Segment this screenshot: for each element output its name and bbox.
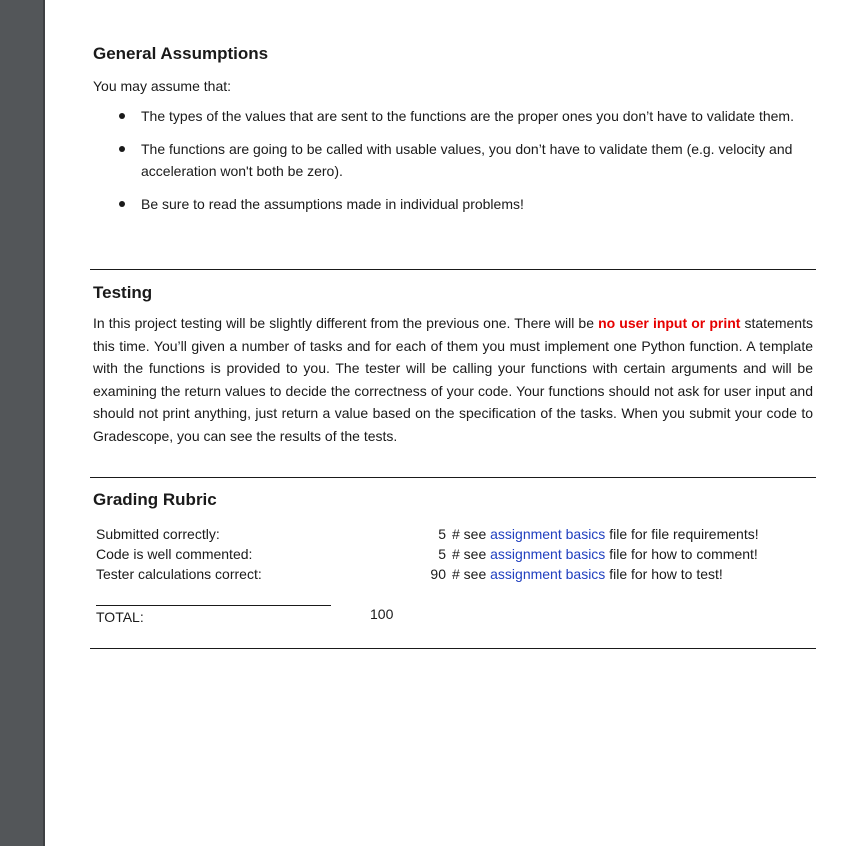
assignment-basics-link[interactable]: assignment basics [490,546,606,562]
rubric-label: Tester calculations correct: [96,566,262,582]
assumptions-list [115,105,815,215]
assumption-item [115,193,815,216]
rubric-row [96,544,796,564]
assumption-item [115,138,815,183]
testing-paragraph [93,312,813,448]
rubric-points: 5 [438,546,446,562]
section-divider [90,477,816,478]
total-value: 100 [370,606,394,622]
rubric-note-suffix: file for how to test! [605,566,723,582]
assignment-basics-link[interactable]: assignment basics [490,566,606,582]
document-page [45,0,859,846]
section-divider [90,648,816,649]
rubric-points: 90 [430,566,446,582]
testing-heading: Testing [93,283,153,302]
assumptions-heading: General Assumptions [93,44,269,63]
rubric-heading: Grading Rubric [93,490,217,509]
viewer-sidebar-strip [0,0,45,846]
rubric-row [96,524,796,544]
testing-text-after: statements this time. You’ll given a number of tasks and for each of them you must implement one Python function. A template with the functions is provided to you. The tester will be calling your functions with certain arguments and will be examining the return values to decide the correctness of your code. Your functions should not ask for user input and should not print anything, just return a value based on the specification of the tasks. When you submit your code to Gradescope, you can see the results of the tests. [93,315,813,444]
total-underline [96,605,331,606]
rubric-note [452,564,723,584]
rubric-label: Code is well commented: [96,546,253,562]
rubric-points: 5 [438,526,446,542]
rubric-note [452,544,758,564]
bullet-icon [119,146,125,152]
rubric-note-prefix: # see [452,526,491,542]
rubric-row [96,564,796,584]
rubric-note-prefix: # see [452,546,491,562]
section-divider [90,269,816,270]
total-label: TOTAL: [96,609,144,625]
bullet-icon [119,201,125,207]
assumption-text: Be sure to read the assumptions made in individual problems! [141,195,524,212]
rubric-note [452,524,759,544]
rubric-note-suffix: file for file requirements! [605,526,759,542]
rubric-label: Submitted correctly: [96,526,220,542]
assignment-basics-link[interactable]: assignment basics [490,526,606,542]
testing-text-before: In this project testing will be slightly different from the previous one. There will be [93,315,599,331]
assumptions-intro: You may assume that: [93,78,232,94]
assumption-item [115,105,815,128]
rubric-note-prefix: # see [452,566,491,582]
assumption-text: The types of the values that are sent to the functions are the proper ones you don’t have to validate them. [141,108,794,124]
testing-highlight: no user input or print [598,315,741,331]
assumption-text: The functions are going to be called with usable values, you don’t have to validate them (e.g. velocity and acceleration won't both be zero). [141,140,793,180]
bullet-icon [119,113,125,119]
rubric-note-suffix: file for how to comment! [605,546,758,562]
